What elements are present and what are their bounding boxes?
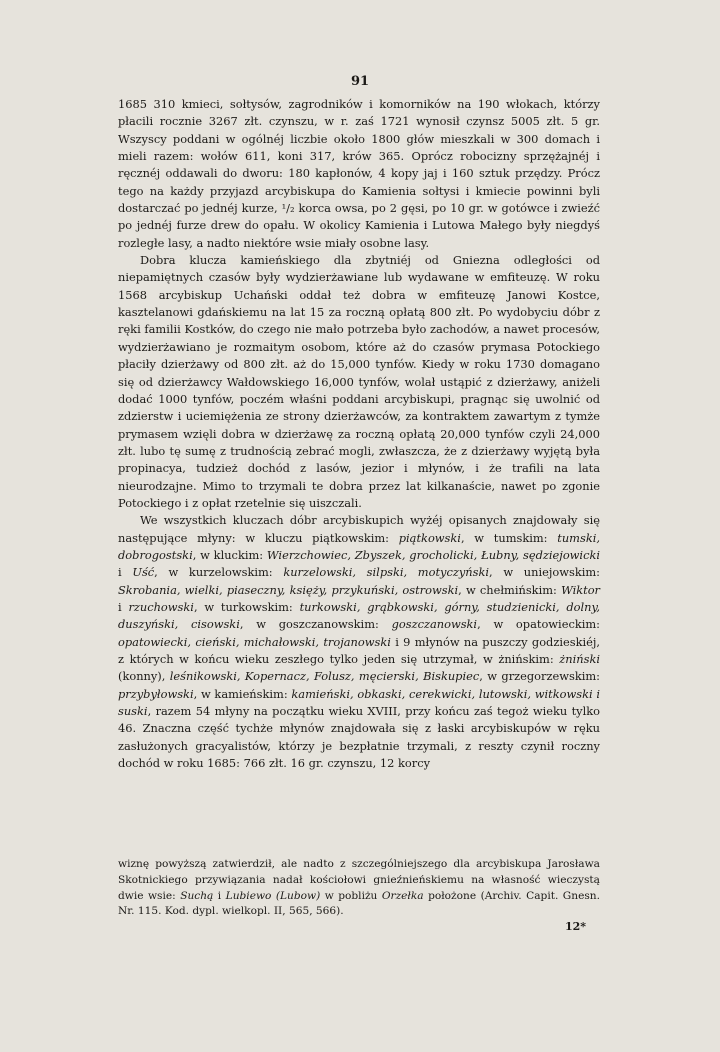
text-span: , w grzegorzewskim:	[479, 669, 600, 684]
paragraph-1: 1685 310 kmieci, sołtysów, zagrodników i komorników na 190 włokach, którzy płacili rocznie 3267 złt. czynszu, w r. zaś 1721 wynosił czynsz 5005 złt. 5 gr. Wszyscy poddani w ogólnéj liczbie około 1800 głów mieszkali w 300 domach i mieli razem: wołów 611, koni 317, krów 365. Oprócz robocizny sprzężajnéj i ręcznéj oddawali do dworu: 180 kapłonów, 4 kopy jaj i 160 sztuk przędzy. Prócz tego na każdy przyjazd arcybiskupa do Kamienia sołtysi i kmiecie powinni byli dostarczać po jednéj kurze, ¹/₂ korca owsa, po 2 gęsi, po 10 gr. w gotówce i zwieźć po jednéj furze drew do opału. W okolicy Kamienia i Lutowa Małego były niegdyś rozległe lasy, a nadto niektóre wsie miały osobne lasy.	[118, 97, 600, 250]
mill-names: Uść	[132, 565, 155, 580]
mill-names: Skrobania, wielki, piaseczny, księży, przykuński, ostrowski	[118, 582, 459, 597]
text-span: i	[118, 565, 133, 580]
mill-names: Wiktor	[561, 582, 600, 597]
text-span: , razem 54 młyny na początku wieku XVIII, przy końcu zaś tegoż wieku tylko 46. Znaczna część tychże młynów znajdowała się z łaski arcybiskupów w ręku zasłużonych gracyalistów, którzy je bezpłatnie trzymali, z reszty czynił roczny dochód w roku 1685: 766 złt. 16 gr. czynszu, 12 korcy	[118, 704, 600, 771]
paragraph-mills	[118, 512, 600, 772]
mill-names: przybyłowski	[118, 686, 194, 701]
mill-names: goszczanowski	[391, 617, 478, 632]
text-span: , w goszczanowskim:	[239, 617, 392, 632]
text-span: , w chełmińskim:	[458, 582, 562, 597]
text-span: , w turkowskim:	[193, 599, 300, 614]
text-span: We wszystkich kluczach dóbr arcybiskupich wyżéj opisanych znajdowały się następujące młyny: w kluczu piątkowskim:	[118, 513, 600, 545]
mill-names: kamieński, obkaski, cerekwicki, lutowski, witkowski i suski	[118, 686, 600, 719]
footnote-place: Orzełka	[381, 889, 424, 902]
footnote	[118, 857, 600, 920]
mill-names: opatowiecki, cieński, michałowski, trojanowski	[118, 634, 391, 649]
footnote-place: Suchą	[180, 889, 214, 902]
text-span: i 9 młynów na puszczy godzieskiéj, z których w końcu wieku zeszłego tylko jeden się utrzymał, w żnińskim:	[118, 634, 601, 666]
text-span: i	[118, 599, 129, 614]
text-span: , w kamieńskim:	[193, 686, 292, 701]
text-span: , w uniejowskim:	[489, 565, 601, 580]
mill-names: rzuchowski	[128, 599, 194, 614]
paragraph-2: Dobra klucza kamieńskiego dla zbytniéj od Gniezna odległości od niepamiętnych czasów były wydzierżawiane lub wydawane w emfiteuzę. W roku 1568 arcybiskup Uchański oddał też dobra w emfiteuzę Janowi Kostce, kasztelanowi gdańskiemu na lat 15 za roczną opłatą 800 złt. Po wydobyciu dóbr z ręki familii Kostków, do czego nie mało potrzeba było zachodów, a nawet procesów, wydzierżawiano je rozmaitym osobom, które aż do czasów prymasa Potockiego płaciły dzierżawy od 800 złt. aż do 15,000 tynfów. Kiedy w roku 1730 domagano się od dzierżawcy Wałdowskiego 16,000 tynfów, wolał ustąpić z dzierżawy, aniżeli dodać 1000 tynfów, poczém właśni poddani arcybiskupi, pragnąc się uwolnić od zdzierstw i uciemiężenia ze strony dzierżawców, za kontraktem zawartym z tymże prymasem wzięli dobra w dzierżawę za roczną opłatą 20,000 tynfów czyli 24,000 złt. lubo tę sumę z trudnością zebrać mogli, zwłaszcza, że z dzierżawy wyjętą była propinacya, tudzież dochód z lasów, jezior i młynów, i że trafili na lata nieurodzajne. Mimo to trzymali te dobra przez lat kilkanaście, nawet po zgonie Potockiego i z opłat rzetelnie się uiszczali.	[118, 253, 600, 510]
mill-names: tumski, dobrogostski	[118, 530, 600, 562]
footnote-place: Lubiewo (Lubow)	[225, 889, 321, 902]
footnote-text: w pobliżu	[320, 889, 382, 902]
text-span: , w kluckim:	[192, 547, 267, 562]
text-span: , w opatowieckim:	[477, 617, 601, 632]
text-span: (konny),	[118, 669, 170, 684]
footnote-text: i	[213, 889, 226, 902]
text-span: , w kurzelowskim:	[154, 565, 284, 580]
mill-names: turkowski, grąbkowski, górny, studzienicki, dolny, duszyński, cisowski	[118, 599, 601, 632]
footnote-text: położone (Archiv. Capit. Gnesn. Nr. 115. Kod. dypl. wielkopl. II, 565, 566).	[118, 889, 600, 918]
mill-names: żniński	[559, 652, 600, 666]
page-number: 91	[350, 74, 370, 89]
mill-names: Wierzchowiec, Zbyszek, grocholicki, Łubny, sędziejowicki	[266, 547, 600, 562]
text-span: , w tumskim:	[460, 530, 558, 545]
mill-names: piątkowski	[398, 530, 461, 545]
footnote-text: wiznę powyższą zatwierdził, ale nadto z szczególniejszego dla arcybiskupa Jarosława Skotnickiego przywiązania nadał kościołowi gnieźnieńskiemu na własność wieczystą dwie wsie:	[118, 858, 600, 902]
mill-names: kurzelowski, silpski, motyczyński	[283, 565, 490, 580]
mill-names: leśnikowski, Kopernacz, Folusz, męcierski, Biskupiec	[169, 669, 480, 684]
main-text	[118, 96, 600, 772]
signature-mark: 12*	[565, 920, 587, 933]
